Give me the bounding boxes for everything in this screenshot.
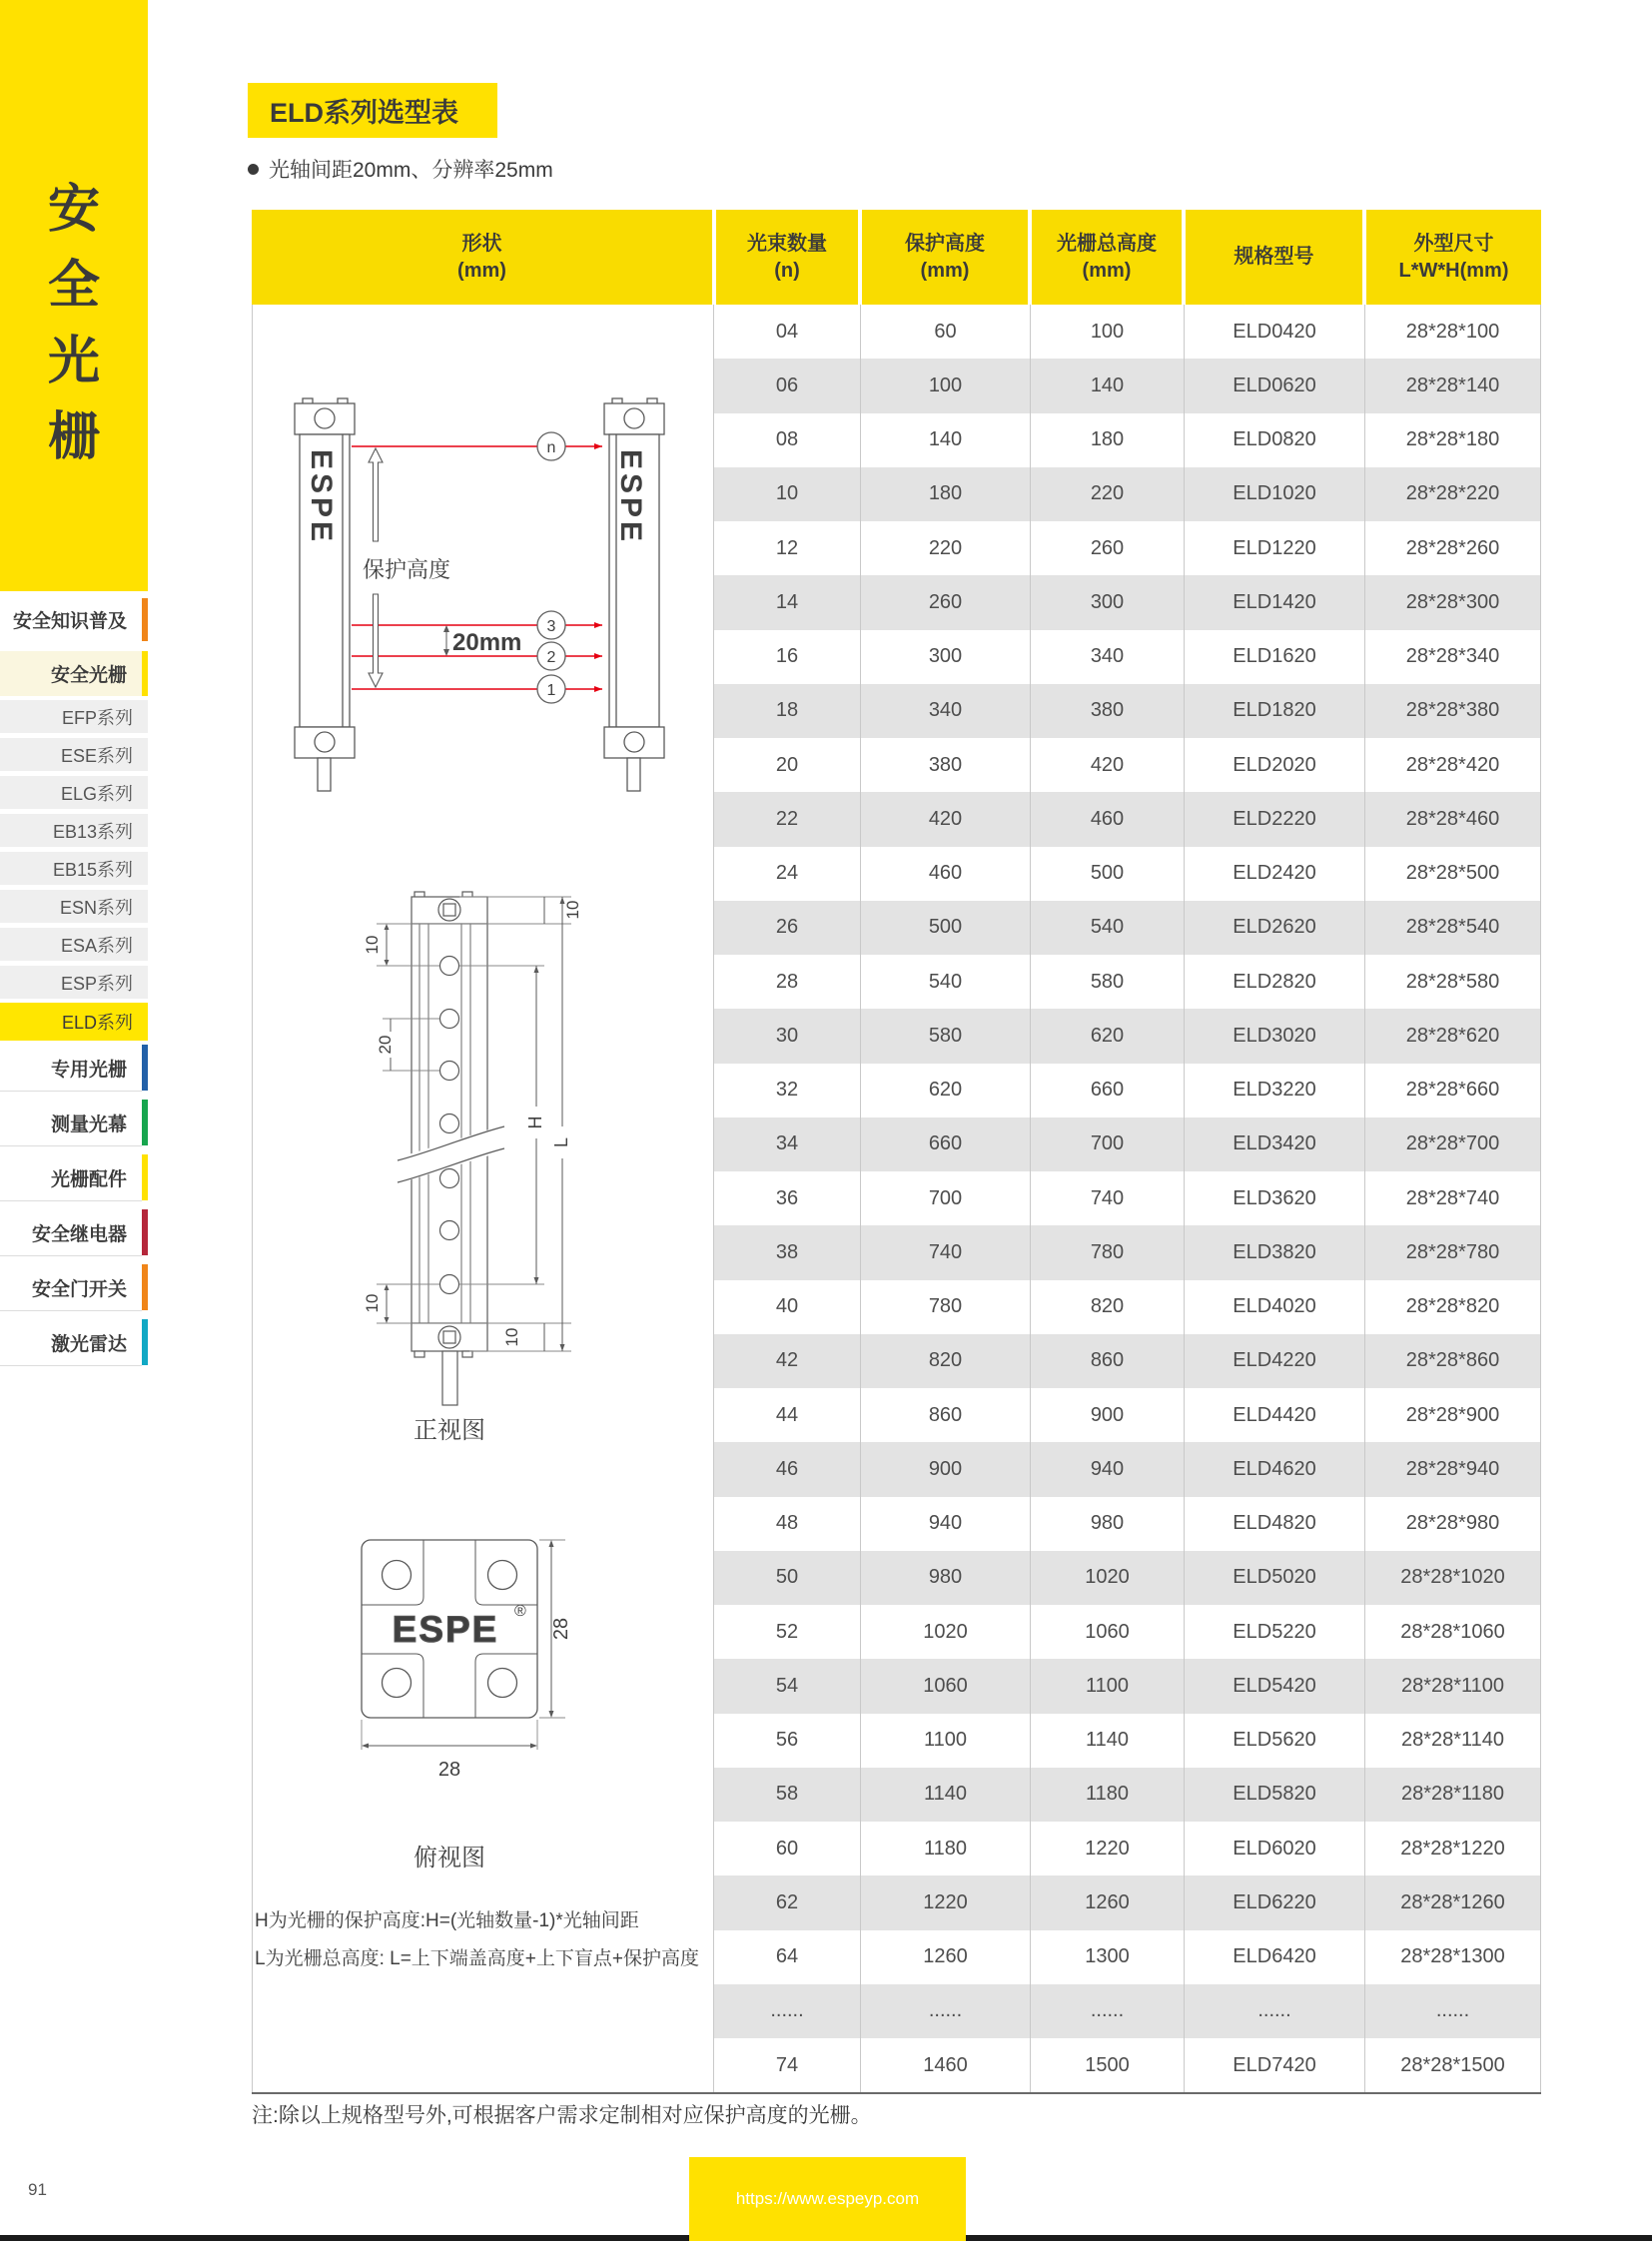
cell-beam-count: 04 (775, 320, 799, 343)
cell-model: ELD2820 (1184, 955, 1364, 1009)
cell-beam-count: 74 (775, 2053, 799, 2076)
top-view-drawing (362, 1540, 572, 1871)
sidebar-item-accent-bar (142, 1264, 148, 1310)
sidebar-item-accent-bar (142, 651, 148, 696)
cell-beam-count: 48 (775, 1512, 799, 1535)
cell-dimensions: 28*28*940 (1364, 1442, 1540, 1496)
cell-dimensions: 28*28*100 (1364, 305, 1540, 359)
cell-protect-height: 940 (860, 1497, 1030, 1551)
beam-pitch-label: 20mm (452, 629, 522, 656)
shape-diagram-svg (253, 305, 713, 2092)
cell-total-height: 340 (1030, 630, 1184, 684)
cell-total-height: 1100 (1030, 1659, 1184, 1713)
cell-dimensions: 28*28*900 (1364, 1388, 1540, 1442)
footer-url-box[interactable] (689, 2157, 966, 2241)
table-rows (714, 305, 1541, 2092)
espe-logo-text: ESPE (392, 1609, 499, 1650)
cell-total-height: 140 (1030, 359, 1184, 412)
cell-dimensions: 28*28*860 (1364, 1334, 1540, 1388)
cell-beam-count: 16 (775, 645, 799, 668)
sidebar-item-label: EFP系列 (61, 707, 133, 728)
sidebar-item-accent-bar (142, 1209, 148, 1255)
sidebar-item-safety-relay[interactable] (0, 1209, 142, 1256)
cell-beam-count: 58 (775, 1783, 799, 1806)
cell-beam-count: 30 (775, 1024, 799, 1047)
cell-total-height: 100 (1030, 305, 1184, 359)
cell-model: ELD5020 (1184, 1551, 1364, 1605)
cell-dimensions: 28*28*420 (1364, 738, 1540, 792)
cell-beam-count: 10 (775, 482, 799, 505)
sidebar-item-eb13-series[interactable] (0, 814, 148, 847)
cell-protect-height: 820 (860, 1334, 1030, 1388)
cell-model: ELD6420 (1184, 1930, 1364, 1984)
table-row (714, 1551, 1540, 1605)
sidebar-item-label: 光栅配件 (50, 1168, 127, 1190)
cell-protect-height: 260 (860, 575, 1030, 629)
beam-spacing-diagram (295, 398, 664, 791)
table-row (714, 1171, 1540, 1225)
table-row (714, 2038, 1540, 2092)
sidebar-item-label: ESE系列 (60, 745, 133, 766)
cell-beam-count: 14 (775, 590, 799, 613)
cell-total-height: 660 (1030, 1064, 1184, 1118)
formula-note-h: H为光栅的保护高度:H=(光轴数量-1)*光轴间距 (255, 1910, 639, 1931)
cell-model: ELD6220 (1184, 1875, 1364, 1929)
cell-dimensions: 28*28*1300 (1364, 1930, 1540, 1984)
cell-total-height: 540 (1030, 901, 1184, 955)
cell-protect-height: 1460 (860, 2038, 1030, 2092)
cell-model: ELD0420 (1184, 305, 1364, 359)
table-row (714, 359, 1540, 412)
table-row (714, 847, 1540, 901)
cell-dimensions: 28*28*1260 (1364, 1875, 1540, 1929)
cell-protect-height: 220 (860, 521, 1030, 575)
cell-beam-count: 62 (775, 1890, 799, 1913)
cell-total-height: 1500 (1030, 2038, 1184, 2092)
cell-beam-count: 22 (775, 807, 799, 830)
sidebar-item-safety-light-curtain[interactable] (0, 651, 142, 696)
spec-bullet-text: 光轴间距20mm、分辨率25mm (269, 159, 553, 182)
sidebar-item-label: 安全光栅 (50, 665, 127, 686)
cell-beam-count: 28 (775, 970, 799, 993)
svg-text:H: H (525, 1116, 545, 1129)
svg-text:2: 2 (546, 649, 556, 666)
table-body (252, 305, 1541, 2094)
front-view-drawing (363, 892, 582, 1444)
cell-model: ELD3220 (1184, 1064, 1364, 1118)
table-row (714, 738, 1540, 792)
cell-total-height: 980 (1030, 1497, 1184, 1551)
sidebar-item-ese-series[interactable] (0, 738, 148, 771)
cell-total-height: 1140 (1030, 1714, 1184, 1768)
sidebar-item-esn-series[interactable] (0, 890, 148, 923)
table-row (714, 630, 1540, 684)
cell-model: ELD1020 (1184, 467, 1364, 521)
cell-protect-height: 180 (860, 467, 1030, 521)
sidebar-item-label: ESA系列 (60, 935, 133, 956)
cell-dimensions: 28*28*780 (1364, 1225, 1540, 1279)
cell-protect-height: 900 (860, 1442, 1030, 1496)
svg-text:10: 10 (502, 1327, 521, 1347)
cell-dimensions: 28*28*220 (1364, 467, 1540, 521)
cell-model: ELD4020 (1184, 1280, 1364, 1334)
cell-protect-height: 300 (860, 630, 1030, 684)
cell-total-height: 820 (1030, 1280, 1184, 1334)
table-row (714, 792, 1540, 846)
sidebar-item-label: ELD系列 (61, 1013, 133, 1033)
table-row (714, 1009, 1540, 1063)
cell-total-height: 1220 (1030, 1822, 1184, 1875)
cell-beam-count: 34 (775, 1132, 799, 1155)
table-row (714, 305, 1540, 359)
table-row (714, 1714, 1540, 1768)
brand-label-right: ESPE (614, 449, 647, 546)
cell-dimensions: ...... (1364, 1984, 1540, 2038)
cell-beam-count: 20 (775, 753, 799, 776)
cell-protect-height: 780 (860, 1280, 1030, 1334)
cell-dimensions: 28*28*260 (1364, 521, 1540, 575)
cell-total-height: 460 (1030, 792, 1184, 846)
cell-model: ELD1420 (1184, 575, 1364, 629)
sidebar-item-label: EB13系列 (52, 821, 133, 842)
cell-protect-height: 580 (860, 1009, 1030, 1063)
table-row (714, 1875, 1540, 1929)
cell-model: ELD2420 (1184, 847, 1364, 901)
cell-beam-count: 38 (775, 1240, 799, 1263)
cell-beam-count: 08 (775, 428, 799, 451)
cell-beam-count: 06 (775, 374, 799, 396)
cell-total-height: 500 (1030, 847, 1184, 901)
cell-protect-height: 1220 (860, 1875, 1030, 1929)
brand-label-left: ESPE (305, 449, 338, 546)
cell-model: ELD3620 (1184, 1171, 1364, 1225)
cell-dimensions: 28*28*1060 (1364, 1605, 1540, 1659)
cell-model: ELD1220 (1184, 521, 1364, 575)
cell-protect-height: 500 (860, 901, 1030, 955)
table-row (714, 413, 1540, 467)
cell-beam-count: 64 (775, 1945, 799, 1968)
sidebar-section-title: 安全光栅 (47, 181, 100, 466)
cell-protect-height: 1140 (860, 1768, 1030, 1822)
cell-model: ELD0820 (1184, 413, 1364, 467)
table-row (714, 1768, 1540, 1822)
table-row (714, 1064, 1540, 1118)
table-row (714, 521, 1540, 575)
cell-beam-count: 44 (775, 1403, 799, 1426)
cell-model: ELD5620 (1184, 1714, 1364, 1768)
cell-model: ELD1820 (1184, 684, 1364, 738)
cell-beam-count: 60 (775, 1837, 799, 1860)
cell-dimensions: 28*28*460 (1364, 792, 1540, 846)
sidebar-item-safety-knowledge[interactable] (0, 598, 142, 641)
cell-total-height: 620 (1030, 1009, 1184, 1063)
cell-dimensions: 28*28*340 (1364, 630, 1540, 684)
table-row (714, 1225, 1540, 1279)
cell-dimensions: 28*28*540 (1364, 901, 1540, 955)
espe-logo-reg: ® (514, 1603, 526, 1620)
cell-total-height: 300 (1030, 575, 1184, 629)
sidebar-item-label: 激光雷达 (50, 1333, 127, 1355)
cell-model: ELD6020 (1184, 1822, 1364, 1875)
cell-protect-height: 1180 (860, 1822, 1030, 1875)
cell-total-height: 260 (1030, 521, 1184, 575)
cell-total-height: 1020 (1030, 1551, 1184, 1605)
sidebar-item-efp-series[interactable] (0, 700, 148, 733)
cell-beam-count: 52 (775, 1620, 799, 1643)
table-row (714, 1497, 1540, 1551)
svg-text:3: 3 (546, 618, 556, 635)
sidebar-item-accent-bar (142, 1154, 148, 1200)
cell-total-height: 1260 (1030, 1875, 1184, 1929)
cell-total-height: 740 (1030, 1171, 1184, 1225)
svg-text:10: 10 (563, 900, 582, 920)
cell-protect-height: 380 (860, 738, 1030, 792)
table-row (714, 1984, 1540, 2038)
cell-beam-count: 26 (775, 916, 799, 939)
cell-beam-count: 24 (775, 862, 799, 885)
svg-text:10: 10 (363, 935, 382, 955)
cell-dimensions: 28*28*1020 (1364, 1551, 1540, 1605)
cell-model: ELD3020 (1184, 1009, 1364, 1063)
table-row (714, 901, 1540, 955)
sidebar-item-eb15-series[interactable] (0, 852, 148, 885)
cell-model: ELD3420 (1184, 1118, 1364, 1171)
sidebar-item-safety-door-switch[interactable] (0, 1264, 142, 1311)
header-cell-total-height: 光栅总高度 (mm) (1032, 210, 1182, 305)
front-view-caption: 正视图 (413, 1417, 485, 1444)
sidebar-item-label: EB15系列 (52, 859, 133, 880)
selection-table (252, 210, 1541, 2094)
header-cell-protect-height: 保护高度 (mm) (862, 210, 1028, 305)
cell-dimensions: 28*28*1180 (1364, 1768, 1540, 1822)
table-row (714, 1280, 1540, 1334)
cell-protect-height: 620 (860, 1064, 1030, 1118)
cell-protect-height: 140 (860, 413, 1030, 467)
cell-dimensions: 28*28*1220 (1364, 1822, 1540, 1875)
header-cell-shape: 形状 (mm) (252, 210, 712, 305)
bullet-icon (248, 164, 259, 175)
footer-url: https://www.espeyp.com (735, 2189, 920, 2208)
cell-dimensions: 28*28*1140 (1364, 1714, 1540, 1768)
cell-model: ELD7420 (1184, 2038, 1364, 2092)
table-row (714, 1118, 1540, 1171)
sidebar-item-elg-series[interactable] (0, 776, 148, 809)
cell-model: ELD4820 (1184, 1497, 1364, 1551)
svg-text:10: 10 (363, 1293, 382, 1313)
table-row (714, 1659, 1540, 1713)
sidebar-item-special-curtain[interactable] (0, 1045, 142, 1092)
svg-text:28: 28 (550, 1617, 572, 1641)
cell-model: ELD4620 (1184, 1442, 1364, 1496)
cell-beam-count: 54 (775, 1674, 799, 1697)
table-row (714, 1605, 1540, 1659)
cell-total-height: ...... (1030, 1984, 1184, 2038)
cell-dimensions: 28*28*180 (1364, 413, 1540, 467)
table-header (252, 210, 1541, 305)
cell-beam-count: 56 (775, 1729, 799, 1752)
sidebar-item-accent-bar (142, 1319, 148, 1365)
formula-note-l: L为光栅总高度: L=上下端盖高度+上下盲点+保护高度 (255, 1948, 699, 1969)
cell-model: ELD1620 (1184, 630, 1364, 684)
cell-model: ELD4220 (1184, 1334, 1364, 1388)
cell-protect-height: 1020 (860, 1605, 1030, 1659)
table-row (714, 955, 1540, 1009)
cell-total-height: 860 (1030, 1334, 1184, 1388)
sidebar-item-accent-bar (142, 598, 148, 641)
cell-dimensions: 28*28*1100 (1364, 1659, 1540, 1713)
sidebar-item-label: ESN系列 (59, 897, 133, 918)
cell-protect-height: 1060 (860, 1659, 1030, 1713)
cell-dimensions: 28*28*740 (1364, 1171, 1540, 1225)
cell-total-height: 1180 (1030, 1768, 1184, 1822)
cell-protect-height: 340 (860, 684, 1030, 738)
cell-model: ELD5820 (1184, 1768, 1364, 1822)
cell-protect-height: 740 (860, 1225, 1030, 1279)
cell-dimensions: 28*28*580 (1364, 955, 1540, 1009)
header-cell-beam-count: 光束数量 (n) (716, 210, 858, 305)
sidebar-item-label: 安全继电器 (31, 1223, 127, 1245)
cell-dimensions: 28*28*140 (1364, 359, 1540, 412)
cell-dimensions: 28*28*820 (1364, 1280, 1540, 1334)
sidebar-item-esp-series[interactable] (0, 966, 148, 999)
cell-total-height: 1060 (1030, 1605, 1184, 1659)
cell-protect-height: 660 (860, 1118, 1030, 1171)
svg-text:L: L (551, 1136, 571, 1148)
cell-beam-count: 36 (775, 1186, 799, 1209)
cell-total-height: 780 (1030, 1225, 1184, 1279)
cell-total-height: 180 (1030, 413, 1184, 467)
table-row (714, 467, 1540, 521)
cell-model: ELD5420 (1184, 1659, 1364, 1713)
table-row (714, 1822, 1540, 1875)
cell-beam-count: 40 (775, 1295, 799, 1318)
sidebar-item-accent-bar (142, 1045, 148, 1091)
cell-model: ELD0620 (1184, 359, 1364, 412)
cell-beam-count: 46 (775, 1457, 799, 1480)
cell-protect-height: ...... (860, 1984, 1030, 2038)
cell-dimensions: 28*28*660 (1364, 1064, 1540, 1118)
cell-total-height: 580 (1030, 955, 1184, 1009)
cell-beam-count: 12 (775, 536, 799, 559)
sidebar-item-label: 测量光幕 (50, 1114, 127, 1135)
cell-protect-height: 1260 (860, 1930, 1030, 1984)
sidebar-item-curtain-accessories[interactable] (0, 1154, 142, 1201)
cell-model: ELD2020 (1184, 738, 1364, 792)
sidebar-item-label: 专用光栅 (50, 1059, 127, 1081)
cell-dimensions: 28*28*620 (1364, 1009, 1540, 1063)
cell-model: ELD2620 (1184, 901, 1364, 955)
bottom-note: 注:除以上规格型号外,可根据客户需求定制相对应保护高度的光栅。 (252, 2104, 872, 2127)
header-cell-dimensions: 外型尺寸 L*W*H(mm) (1366, 210, 1541, 305)
sidebar-item-label: ELG系列 (60, 783, 133, 804)
svg-text:1: 1 (546, 682, 556, 699)
cell-total-height: 420 (1030, 738, 1184, 792)
cell-beam-count: ...... (770, 1999, 804, 2022)
cell-model: ...... (1184, 1984, 1364, 2038)
spec-bullet (248, 156, 553, 182)
cell-beam-count: 18 (775, 699, 799, 722)
cell-protect-height: 460 (860, 847, 1030, 901)
sidebar-item-label: ESP系列 (60, 973, 133, 994)
cell-total-height: 1300 (1030, 1930, 1184, 1984)
cell-beam-count: 42 (775, 1349, 799, 1372)
cell-total-height: 900 (1030, 1388, 1184, 1442)
cell-dimensions: 28*28*700 (1364, 1118, 1540, 1171)
cell-dimensions: 28*28*1500 (1364, 2038, 1540, 2092)
shape-cell (252, 305, 714, 2092)
cell-protect-height: 700 (860, 1171, 1030, 1225)
cell-protect-height: 100 (860, 359, 1030, 412)
table-row (714, 1388, 1540, 1442)
cell-protect-height: 860 (860, 1388, 1030, 1442)
cell-beam-count: 32 (775, 1079, 799, 1102)
cell-model: ELD3820 (1184, 1225, 1364, 1279)
sidebar-hero (0, 0, 148, 591)
svg-text:n: n (546, 439, 556, 456)
cell-model: ELD4420 (1184, 1388, 1364, 1442)
page-number: 91 (28, 2180, 47, 2199)
sidebar-item-measuring-curtain[interactable] (0, 1100, 142, 1146)
cell-protect-height: 980 (860, 1551, 1030, 1605)
cell-protect-height: 540 (860, 955, 1030, 1009)
sidebar-item-laser-radar[interactable] (0, 1319, 142, 1366)
sidebar-item-esa-series[interactable] (0, 928, 148, 961)
cell-total-height: 380 (1030, 684, 1184, 738)
cell-dimensions: 28*28*500 (1364, 847, 1540, 901)
top-view-caption: 俯视图 (413, 1845, 485, 1871)
protection-height-label: 保护高度 (363, 557, 451, 582)
sidebar-item-label: 安全门开关 (31, 1278, 127, 1300)
cell-protect-height: 1100 (860, 1714, 1030, 1768)
sidebar-item-eld-series[interactable] (0, 1003, 148, 1041)
table-row (714, 1442, 1540, 1496)
cell-total-height: 220 (1030, 467, 1184, 521)
table-row (714, 684, 1540, 738)
header-cell-model: 规格型号 (1186, 210, 1362, 305)
cell-model: ELD2220 (1184, 792, 1364, 846)
table-row (714, 1334, 1540, 1388)
sidebar-item-label: 安全知识普及 (12, 611, 127, 632)
table-row (714, 575, 1540, 629)
cell-dimensions: 28*28*300 (1364, 575, 1540, 629)
cell-dimensions: 28*28*980 (1364, 1497, 1540, 1551)
cell-protect-height: 60 (860, 305, 1030, 359)
table-row (714, 1930, 1540, 1984)
cell-dimensions: 28*28*380 (1364, 684, 1540, 738)
page-title: ELD系列选型表 (270, 98, 458, 128)
sidebar-item-accent-bar (142, 1100, 148, 1145)
cell-protect-height: 420 (860, 792, 1030, 846)
svg-text:28: 28 (437, 1759, 461, 1781)
cell-beam-count: 50 (775, 1566, 799, 1589)
cell-model: ELD5220 (1184, 1605, 1364, 1659)
page-title-box (248, 83, 497, 138)
svg-text:20: 20 (376, 1035, 395, 1055)
cell-total-height: 940 (1030, 1442, 1184, 1496)
cell-total-height: 700 (1030, 1118, 1184, 1171)
